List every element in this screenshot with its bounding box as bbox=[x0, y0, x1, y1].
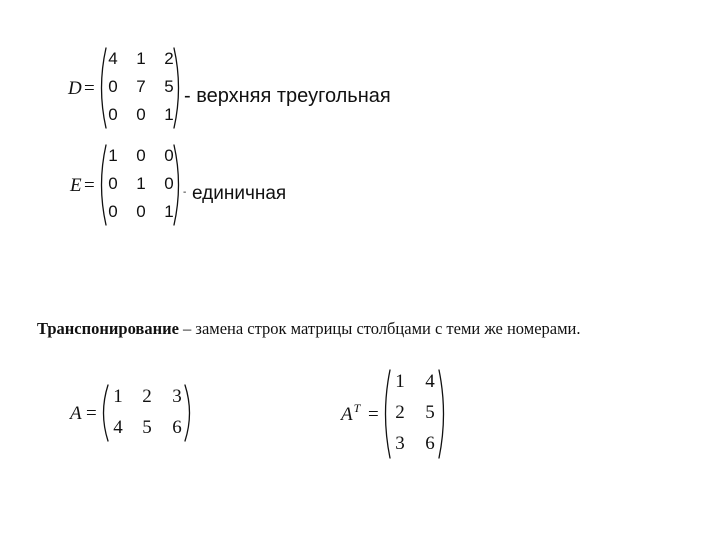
matrix-a-cell: 6 bbox=[172, 417, 182, 438]
matrix-e-cell: 0 bbox=[136, 146, 146, 165]
matrix-d-cell: 1 bbox=[136, 49, 146, 68]
matrix-e-right-paren bbox=[172, 143, 187, 227]
matrix-a-symbol: A bbox=[70, 403, 82, 424]
matrix-d-right-paren bbox=[172, 46, 184, 130]
matrix-a-cell: 4 bbox=[113, 417, 123, 438]
matrix-e-equals: = bbox=[84, 175, 95, 196]
matrix-e-cell: 1 bbox=[108, 146, 118, 165]
matrix-a-cell: 3 bbox=[172, 386, 182, 407]
matrix-at-letter: A bbox=[341, 404, 353, 425]
matrix-e-cell: 0 bbox=[164, 174, 174, 193]
matrix-e-cell: 0 bbox=[108, 174, 118, 193]
matrix-e-cell: 1 bbox=[164, 202, 174, 221]
matrix-d-cell: 4 bbox=[108, 49, 118, 68]
matrix-d-cell: 1 bbox=[164, 105, 174, 124]
matrix-at-superscript: T bbox=[353, 401, 361, 415]
matrix-e-cell: 0 bbox=[136, 202, 146, 221]
matrix-e-cell: 1 bbox=[136, 174, 146, 193]
matrix-d-symbol: D bbox=[68, 78, 82, 99]
matrix-d-equals: = bbox=[84, 78, 95, 99]
matrix-d-description: - верхняя треугольная bbox=[184, 85, 391, 107]
matrix-e-cell: 0 bbox=[108, 202, 118, 221]
matrix-a-equals: = bbox=[86, 403, 97, 424]
matrix-d-cell: 0 bbox=[108, 105, 118, 124]
transposition-text: – замена строк матрицы столбцами с теми же номерами. bbox=[178, 319, 581, 338]
matrix-at-right-paren bbox=[437, 368, 449, 460]
matrix-e-symbol: E bbox=[70, 175, 82, 196]
transposition-definition bbox=[37, 321, 580, 338]
matrix-a-right-paren bbox=[183, 383, 195, 443]
matrix-a-cell: 5 bbox=[142, 417, 152, 438]
matrix-d-cell: 0 bbox=[108, 77, 118, 96]
matrix-at-cell: 5 bbox=[425, 402, 435, 423]
matrix-at-symbol bbox=[341, 401, 361, 425]
matrix-d-cell: 7 bbox=[136, 77, 146, 96]
matrix-at-cell: 4 bbox=[425, 371, 435, 392]
matrix-e-cell: 0 bbox=[164, 146, 174, 165]
matrix-at-equals: = bbox=[368, 404, 379, 425]
matrix-e-dash: - bbox=[183, 187, 187, 198]
matrix-at-cell: 1 bbox=[395, 371, 405, 392]
matrix-a-cell: 1 bbox=[113, 386, 123, 407]
matrix-d-cell: 2 bbox=[164, 49, 174, 68]
matrix-d-cell: 0 bbox=[136, 105, 146, 124]
matrix-at-cell: 6 bbox=[425, 433, 435, 454]
matrix-e-description: единичная bbox=[192, 183, 287, 204]
matrix-at-cell: 3 bbox=[395, 433, 405, 454]
matrix-a-cell: 2 bbox=[142, 386, 152, 407]
matrix-at-cell: 2 bbox=[395, 402, 405, 423]
transposition-term: Транспонирование bbox=[37, 319, 179, 338]
matrix-d-cell: 5 bbox=[164, 77, 174, 96]
